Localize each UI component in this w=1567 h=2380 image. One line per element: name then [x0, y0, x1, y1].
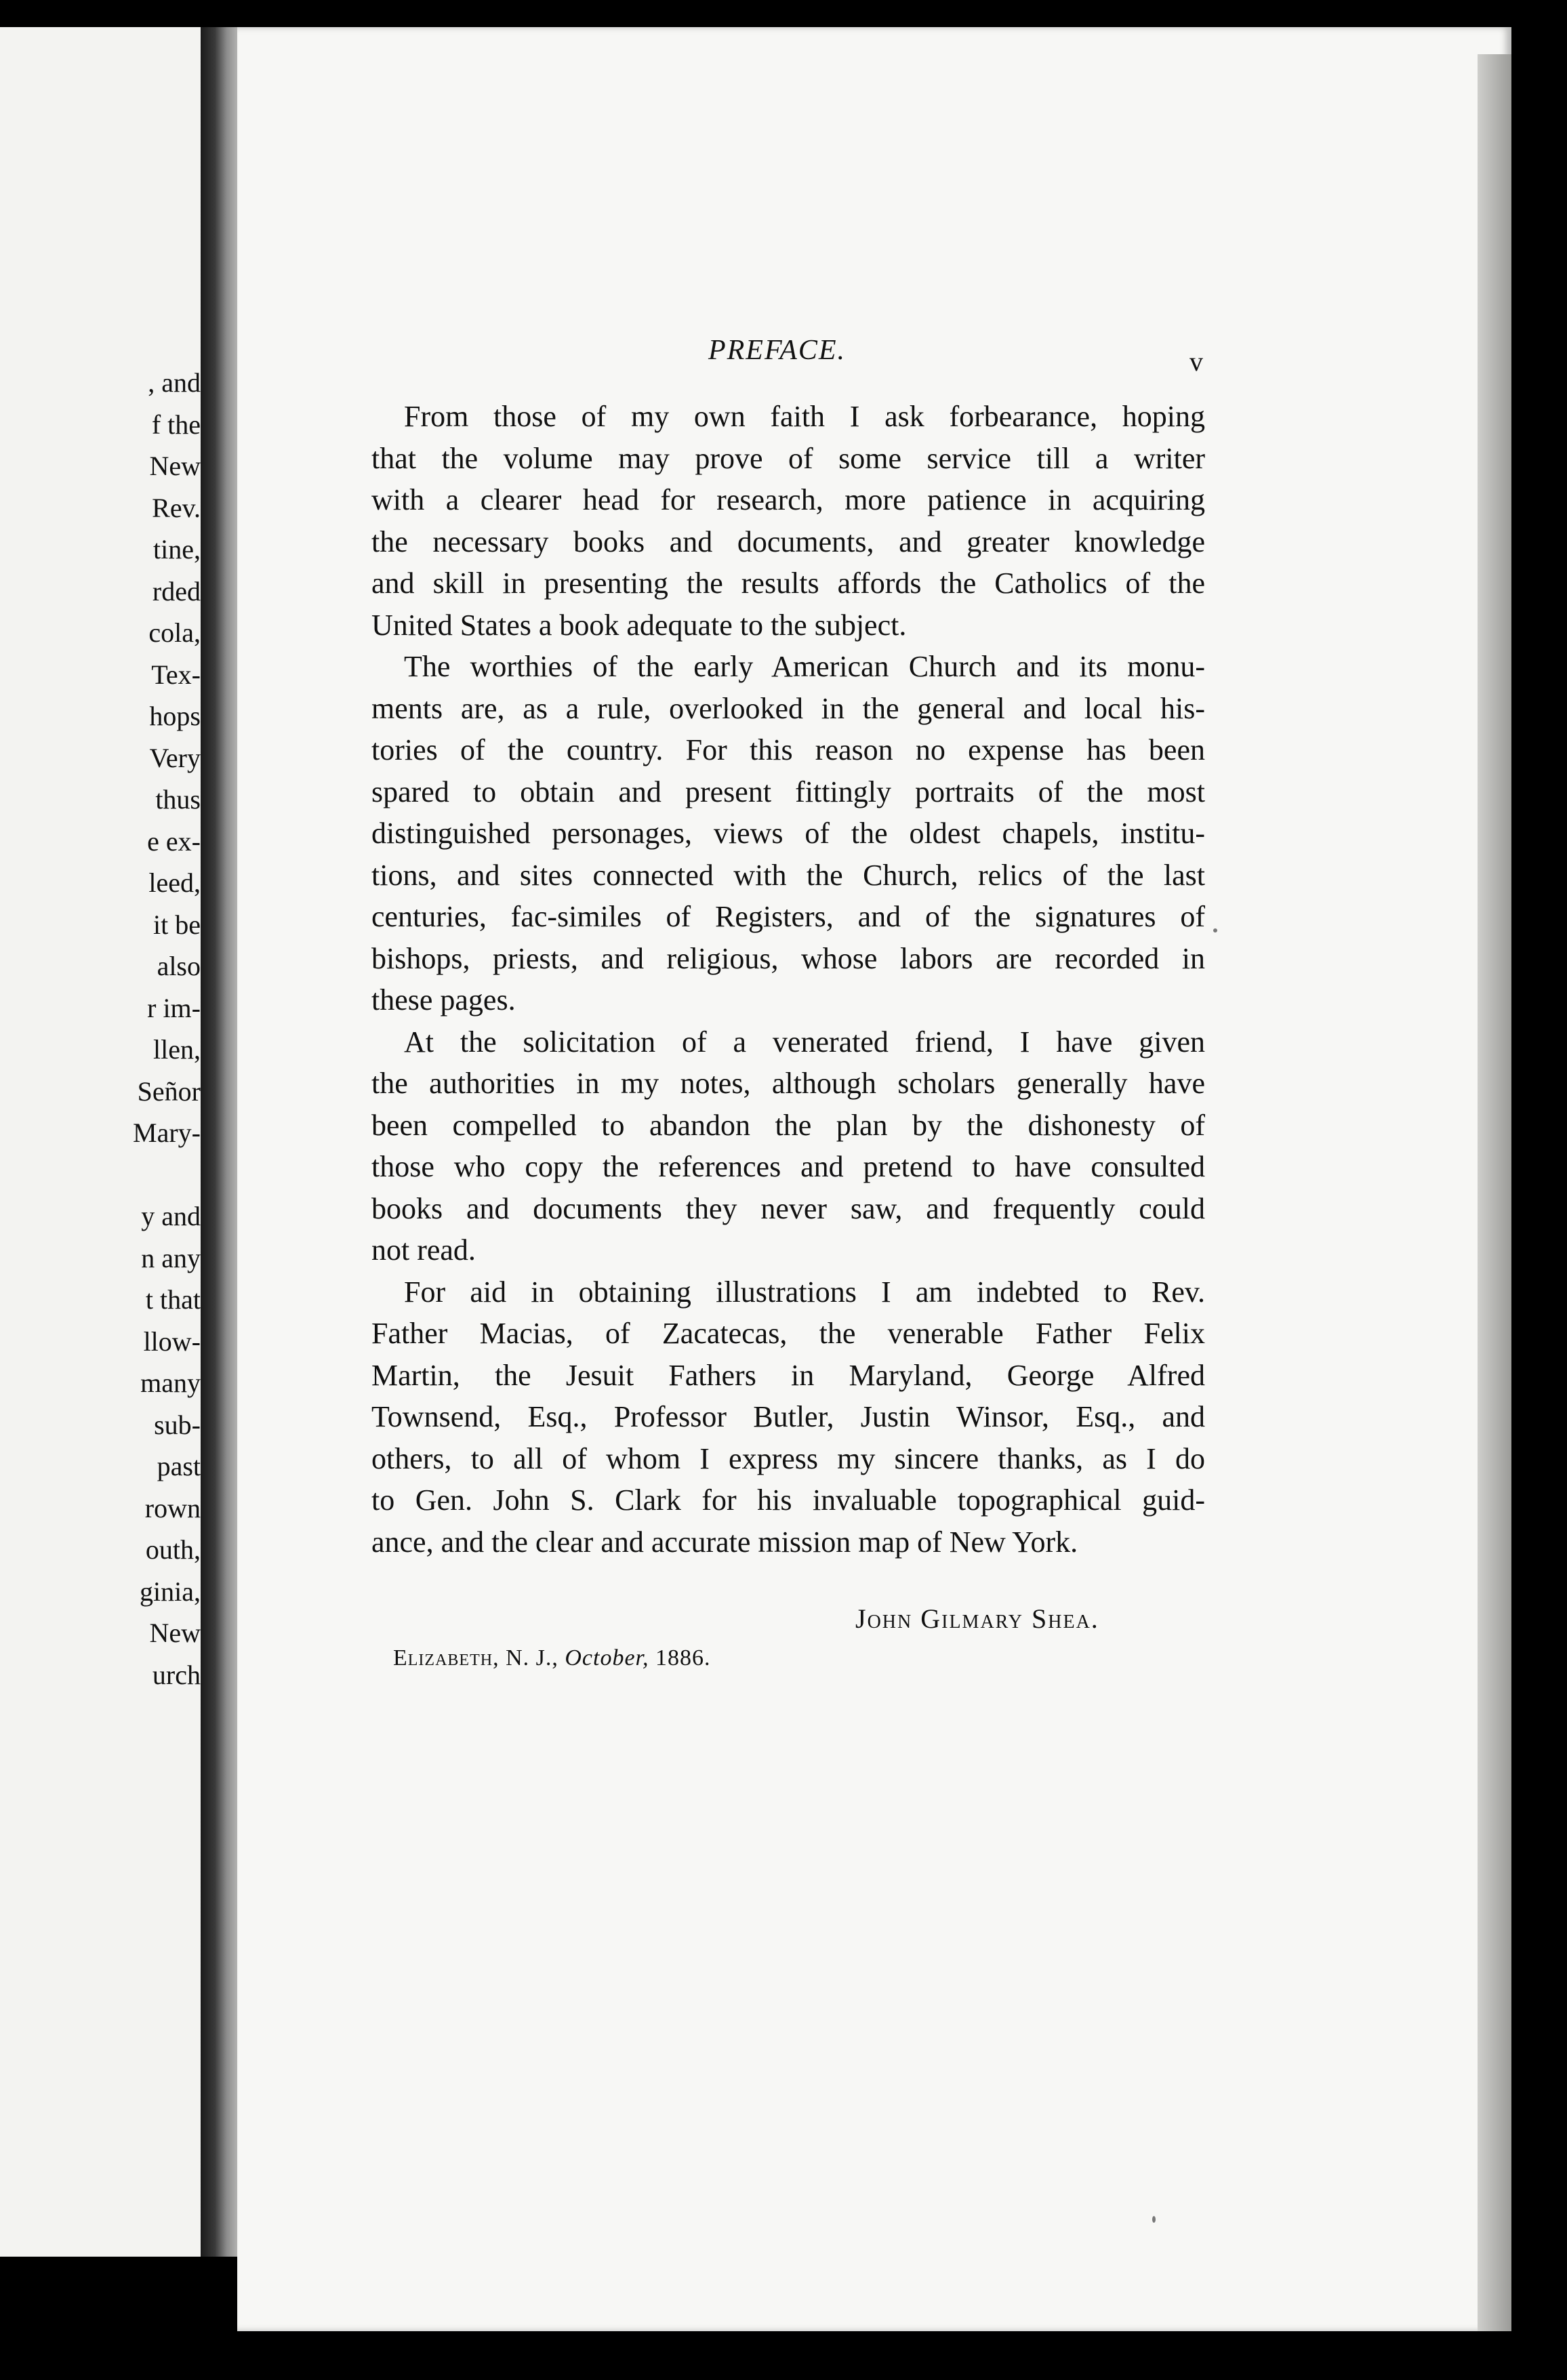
page-number: v	[1189, 346, 1203, 377]
text-line: ments are, as a rule, overlooked in the general and local his-	[371, 691, 1205, 725]
left-page-line: t that	[145, 1284, 201, 1315]
text-line: and skill in presenting the results affords the Catholics of the	[371, 567, 1205, 600]
left-page-line: Tex-	[151, 659, 201, 690]
left-page-line: leed,	[148, 867, 201, 898]
left-page-line: sub-	[154, 1409, 201, 1440]
left-page-line: e ex-	[147, 825, 201, 857]
left-page-line: Señor	[137, 1075, 201, 1107]
text-line: Father Macias, of Zacatecas, the venerable Father Felix	[371, 1317, 1205, 1350]
text-line: not read.	[371, 1233, 476, 1267]
text-line: tories of the country. For this reason no expense has been	[371, 733, 1205, 766]
left-page-line: llow-	[143, 1326, 201, 1357]
preface-body	[371, 396, 1205, 1563]
left-page-line: New	[149, 1618, 201, 1648]
preface-paragraph	[371, 646, 1205, 1021]
left-page-line: outh,	[145, 1534, 201, 1565]
left-page-line: rded	[152, 575, 201, 607]
text-line: spared to obtain and present fittingly portraits of the most	[371, 775, 1205, 808]
text-line: tions, and sites connected with the Church, relics of the last	[371, 858, 1205, 892]
dateline-month: October,	[565, 1645, 649, 1670]
dateline	[393, 1645, 711, 1671]
left-page-line: Very	[149, 742, 201, 773]
left-page-line: urch	[152, 1659, 201, 1690]
text-line: that the volume may prove of some service till a writer	[371, 441, 1205, 475]
text-line: been compelled to abandon the plan by the dishonesty of	[371, 1108, 1205, 1142]
text-line: the necessary books and documents, and greater knowledge	[371, 525, 1205, 558]
text-line: to Gen. John S. Clark for his invaluable topographical guid-	[371, 1483, 1205, 1517]
preface-paragraph	[371, 1021, 1205, 1271]
preface-paragraph	[371, 396, 1205, 646]
left-page-line: it be	[153, 909, 201, 940]
left-page-line: , and	[148, 367, 201, 398]
left-page-line: thus	[155, 784, 201, 815]
text-line: distinguished personages, views of the oldest chapels, institu-	[371, 817, 1205, 850]
left-page-line: n any	[141, 1242, 201, 1273]
left-page-line: many	[140, 1368, 201, 1398]
text-line: bishops, priests, and religious, whose labors are recorded in	[371, 941, 1205, 975]
text-line: The worthies of the early American Church and its monu-	[404, 650, 1205, 683]
text-line: the authorities in my notes, although scholars generally have	[371, 1067, 1205, 1100]
author-signature: John Gilmary Shea.	[855, 1603, 1099, 1634]
text-line: For aid in obtaining illustrations I am indebted to Rev.	[404, 1275, 1205, 1309]
text-line: books and documents they never saw, and frequently could	[371, 1191, 1205, 1225]
left-page-line: cola,	[148, 617, 201, 648]
left-page-line: also	[157, 951, 201, 981]
text-line: centuries, fac-similes of Registers, and of the signatures of	[371, 900, 1205, 933]
left-page-line: hops	[149, 701, 201, 731]
paper-speck	[1152, 2216, 1156, 2223]
left-page-line: tine,	[153, 534, 201, 565]
left-page-line: Mary-	[133, 1117, 201, 1148]
left-page-line: rown	[144, 1492, 201, 1523]
text-line: From those of my own faith I ask forbearance, hoping	[404, 400, 1205, 433]
left-page-line: past	[157, 1451, 201, 1481]
text-line: At the solicitation of a venerated friend, I have given	[404, 1025, 1205, 1059]
text-line: ance, and the clear and accurate mission map of New York.	[371, 1525, 1078, 1559]
text-line: United States a book adequate to the subject.	[371, 608, 907, 642]
left-page-line: y and	[141, 1201, 201, 1231]
left-page-line: r im-	[147, 992, 201, 1023]
left-page-line: ginia,	[140, 1576, 201, 1607]
preface-paragraph	[371, 1271, 1205, 1563]
dateline-place: Elizabeth, N. J.,	[393, 1645, 558, 1670]
running-head: PREFACE.	[708, 335, 847, 366]
text-line: these pages.	[371, 983, 516, 1017]
text-line: with a clearer head for research, more patience in acquiring	[371, 483, 1205, 516]
dateline-year: 1886.	[655, 1645, 711, 1670]
paper-speck	[1213, 928, 1217, 932]
left-page-line: f the	[151, 409, 201, 440]
text-line: others, to all of whom I express my sincere thanks, as I do	[371, 1441, 1205, 1475]
left-facing-page	[0, 27, 207, 2257]
page-edge	[1478, 54, 1511, 2331]
left-page-line: New	[149, 451, 201, 481]
left-page-line: Rev.	[152, 492, 201, 523]
text-line: Martin, the Jesuit Fathers in Maryland, George Alfred	[371, 1358, 1205, 1392]
text-line: Townsend, Esq., Professor Butler, Justin Winsor, Esq., and	[371, 1400, 1205, 1433]
left-page-line: llen,	[153, 1034, 201, 1065]
text-line: those who copy the references and pretend to have consulted	[371, 1150, 1205, 1183]
